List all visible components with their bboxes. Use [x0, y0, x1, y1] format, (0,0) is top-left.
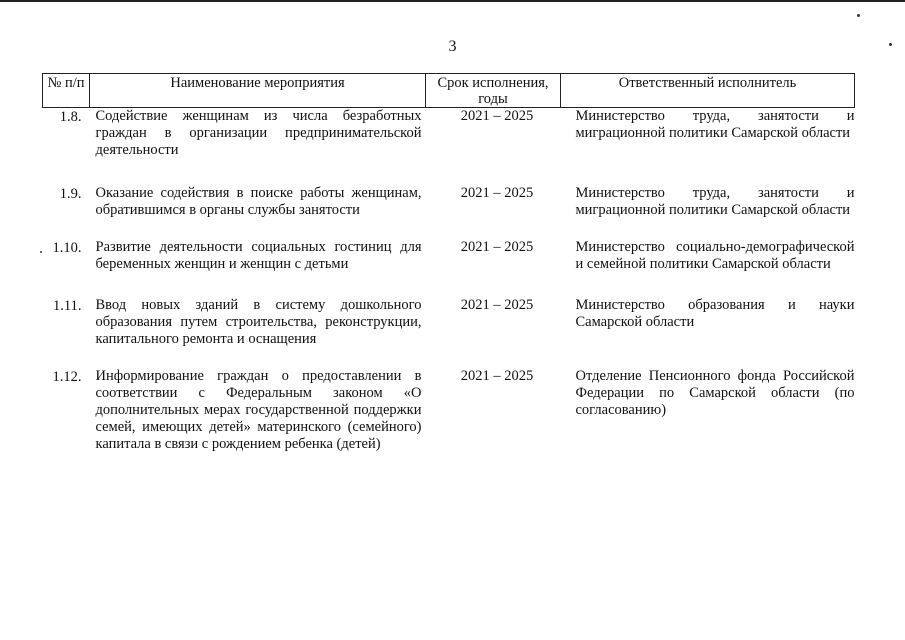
table-row	[43, 185, 855, 239]
table-header	[43, 74, 855, 108]
row-num: 1.8.	[59, 109, 82, 125]
row-term: 2021 – 2025	[460, 108, 534, 124]
row-term: 2021 – 2025	[460, 297, 534, 313]
header-num: № п/п	[43, 74, 90, 108]
scan-speck	[857, 14, 860, 17]
row-responsible: Министерство социально-демографической и семейной политики Самарской области	[575, 239, 855, 272]
table-row	[43, 239, 855, 297]
row-term: 2021 – 2025	[460, 239, 534, 255]
row-name: Информирование граждан о предоставлении в соответствии с Федеральным законом «О дополнительных мерах государственной поддержки семей, имеющих детей» материнского (семейного) капитала в связи с рождением ребенка (детей)	[95, 368, 422, 452]
page-number: 3	[448, 38, 457, 55]
row-term: 2021 – 2025	[460, 185, 534, 201]
row-num: 1.12.	[52, 369, 82, 385]
table-row	[43, 108, 855, 186]
row-name: Оказание содействия в поиске работы женщинам, обратившимся в органы службы занятости	[95, 185, 422, 218]
row-responsible: Министерство образования и науки Самарской области	[575, 297, 855, 330]
row-num: 1.10.	[52, 240, 82, 256]
row-responsible: Министерство труда, занятости и миграционной политики Самарской области	[575, 108, 855, 141]
header-name: Наименование мероприятия	[90, 74, 426, 108]
table-row	[43, 297, 855, 368]
row-name: Содействие женщинам из числа безработных граждан в организации предпринимательской деятельности	[95, 108, 422, 158]
row-term: 2021 – 2025	[460, 368, 534, 384]
row-responsible: Министерство труда, занятости и миграционной политики Самарской области	[575, 185, 855, 218]
activities-table	[42, 73, 855, 453]
scan-top-edge	[0, 0, 905, 2]
row-num: 1.9.	[59, 186, 82, 202]
table-row	[43, 368, 855, 453]
row-name: Развитие деятельности социальных гостиниц для беременных женщин и женщин с детьми	[95, 239, 422, 272]
header-term: Срок исполнения, годы	[426, 74, 561, 108]
row-name: Ввод новых зданий в систему дошкольного образования путем строительства, реконструкции, капитального ремонта и оснащения	[95, 297, 422, 347]
row-num: 1.11.	[53, 298, 82, 314]
header-responsible: Ответственный исполнитель	[561, 74, 855, 108]
row-responsible: Отделение Пенсионного фонда Российской Федерации по Самарской области (по согласованию)	[575, 368, 855, 418]
